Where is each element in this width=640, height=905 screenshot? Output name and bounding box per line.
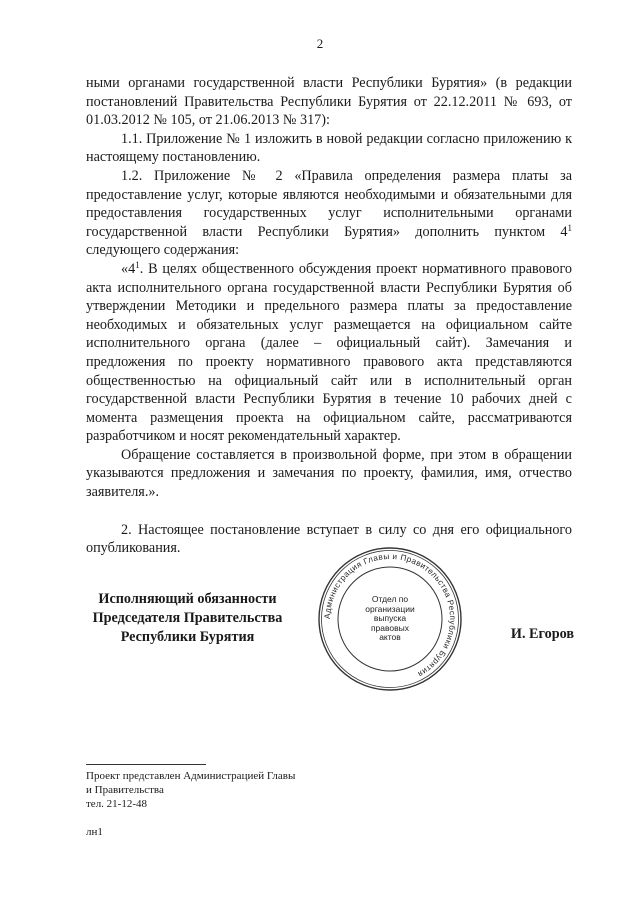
paragraph-1-2-tail: следующего содержания: — [86, 242, 240, 259]
footer-line-2: и Правительства — [86, 784, 164, 796]
paragraph-4-1-lead: «4 — [121, 260, 136, 277]
signatory-line-1: Исполняющий обязанности — [98, 591, 277, 607]
stamp-ring-text: Администрация Главы и Правительства Республики Бурятия — [322, 551, 458, 679]
stamp-center-text — [316, 595, 464, 643]
signer-name: И. Егоров — [510, 626, 574, 642]
footer-line-1: Проект представлен Администрацией Главы — [86, 770, 296, 782]
stamp-text-line: организации — [365, 603, 415, 614]
footer-divider — [86, 764, 206, 765]
official-stamp — [316, 545, 464, 693]
paragraph-1-2-text: 1.2. Приложение № 2 «Правила определения размера платы за предоставление услуг, которые являются необходимыми и обязательными для предоставления государственных услуг исполнительными органами государственной власти Республики Бурятия» дополнить пунктом 4 — [86, 167, 572, 240]
paragraph-appeal: Обращение составляется в произвольной форме, при этом в обращении указываются предложения и замечания по проекту, фамилия, имя, отчество заявителя.». — [86, 446, 572, 501]
paragraph-1-1: 1.1. Приложение № 1 изложить в новой редакции согласно приложению к настоящему постановлению. — [86, 130, 572, 166]
paragraph-4-1 — [86, 260, 572, 446]
paragraph-1-2 — [86, 167, 572, 260]
paragraph-4-1-text: . В целях общественного обсуждения проект нормативного правового акта исполнительного органа государственной власти Республики Бурятия об утверждении Методики и предельного размера платы за предоставление необходимых и обязательных услуг размещается на официальном сайте исполнительного органа (далее – официальный сайт). Замечания и предложения по проекту нормативного правового акта представляются общественностью на официальный сайт или в исполнительный орган государственной власти Республики Бурятия в течение 10 рабочих дней с момента размещения проекта на официальном сайте, рассматриваются разработчиком и носят рекомендательный характер. — [86, 260, 572, 445]
signatory-line-3: Республики Бурятия — [120, 629, 255, 645]
superscript-marker: 1 — [135, 259, 140, 270]
paragraph-2: 2. Настоящее постановление вступает в силу со дня его официального опубликования. — [86, 521, 572, 557]
stamp-text-line: правовых — [370, 622, 410, 633]
page-number: 2 — [316, 36, 324, 51]
document-code: лн1 — [86, 826, 103, 838]
footer-note — [86, 769, 386, 811]
paragraph-intro: ными органами государственной власти Республики Бурятия» (в редакции постановлений Правительства Республики Бурятия от 22.12.2011 № 693, от 01.03.2012 № 105, от 21.06.2013 № 317): — [86, 75, 572, 129]
document-body — [86, 74, 572, 558]
stamp-text-line: Отдел по — [371, 594, 409, 604]
stamp-text-line: актов — [379, 632, 401, 642]
footer-phone: тел. 21-12-48 — [86, 798, 148, 810]
superscript-marker: 1 — [567, 222, 572, 233]
stamp-text-line: выпуска — [373, 613, 407, 623]
signatory-title — [80, 590, 295, 647]
signatory-line-2: Председателя Правительства — [92, 610, 283, 626]
